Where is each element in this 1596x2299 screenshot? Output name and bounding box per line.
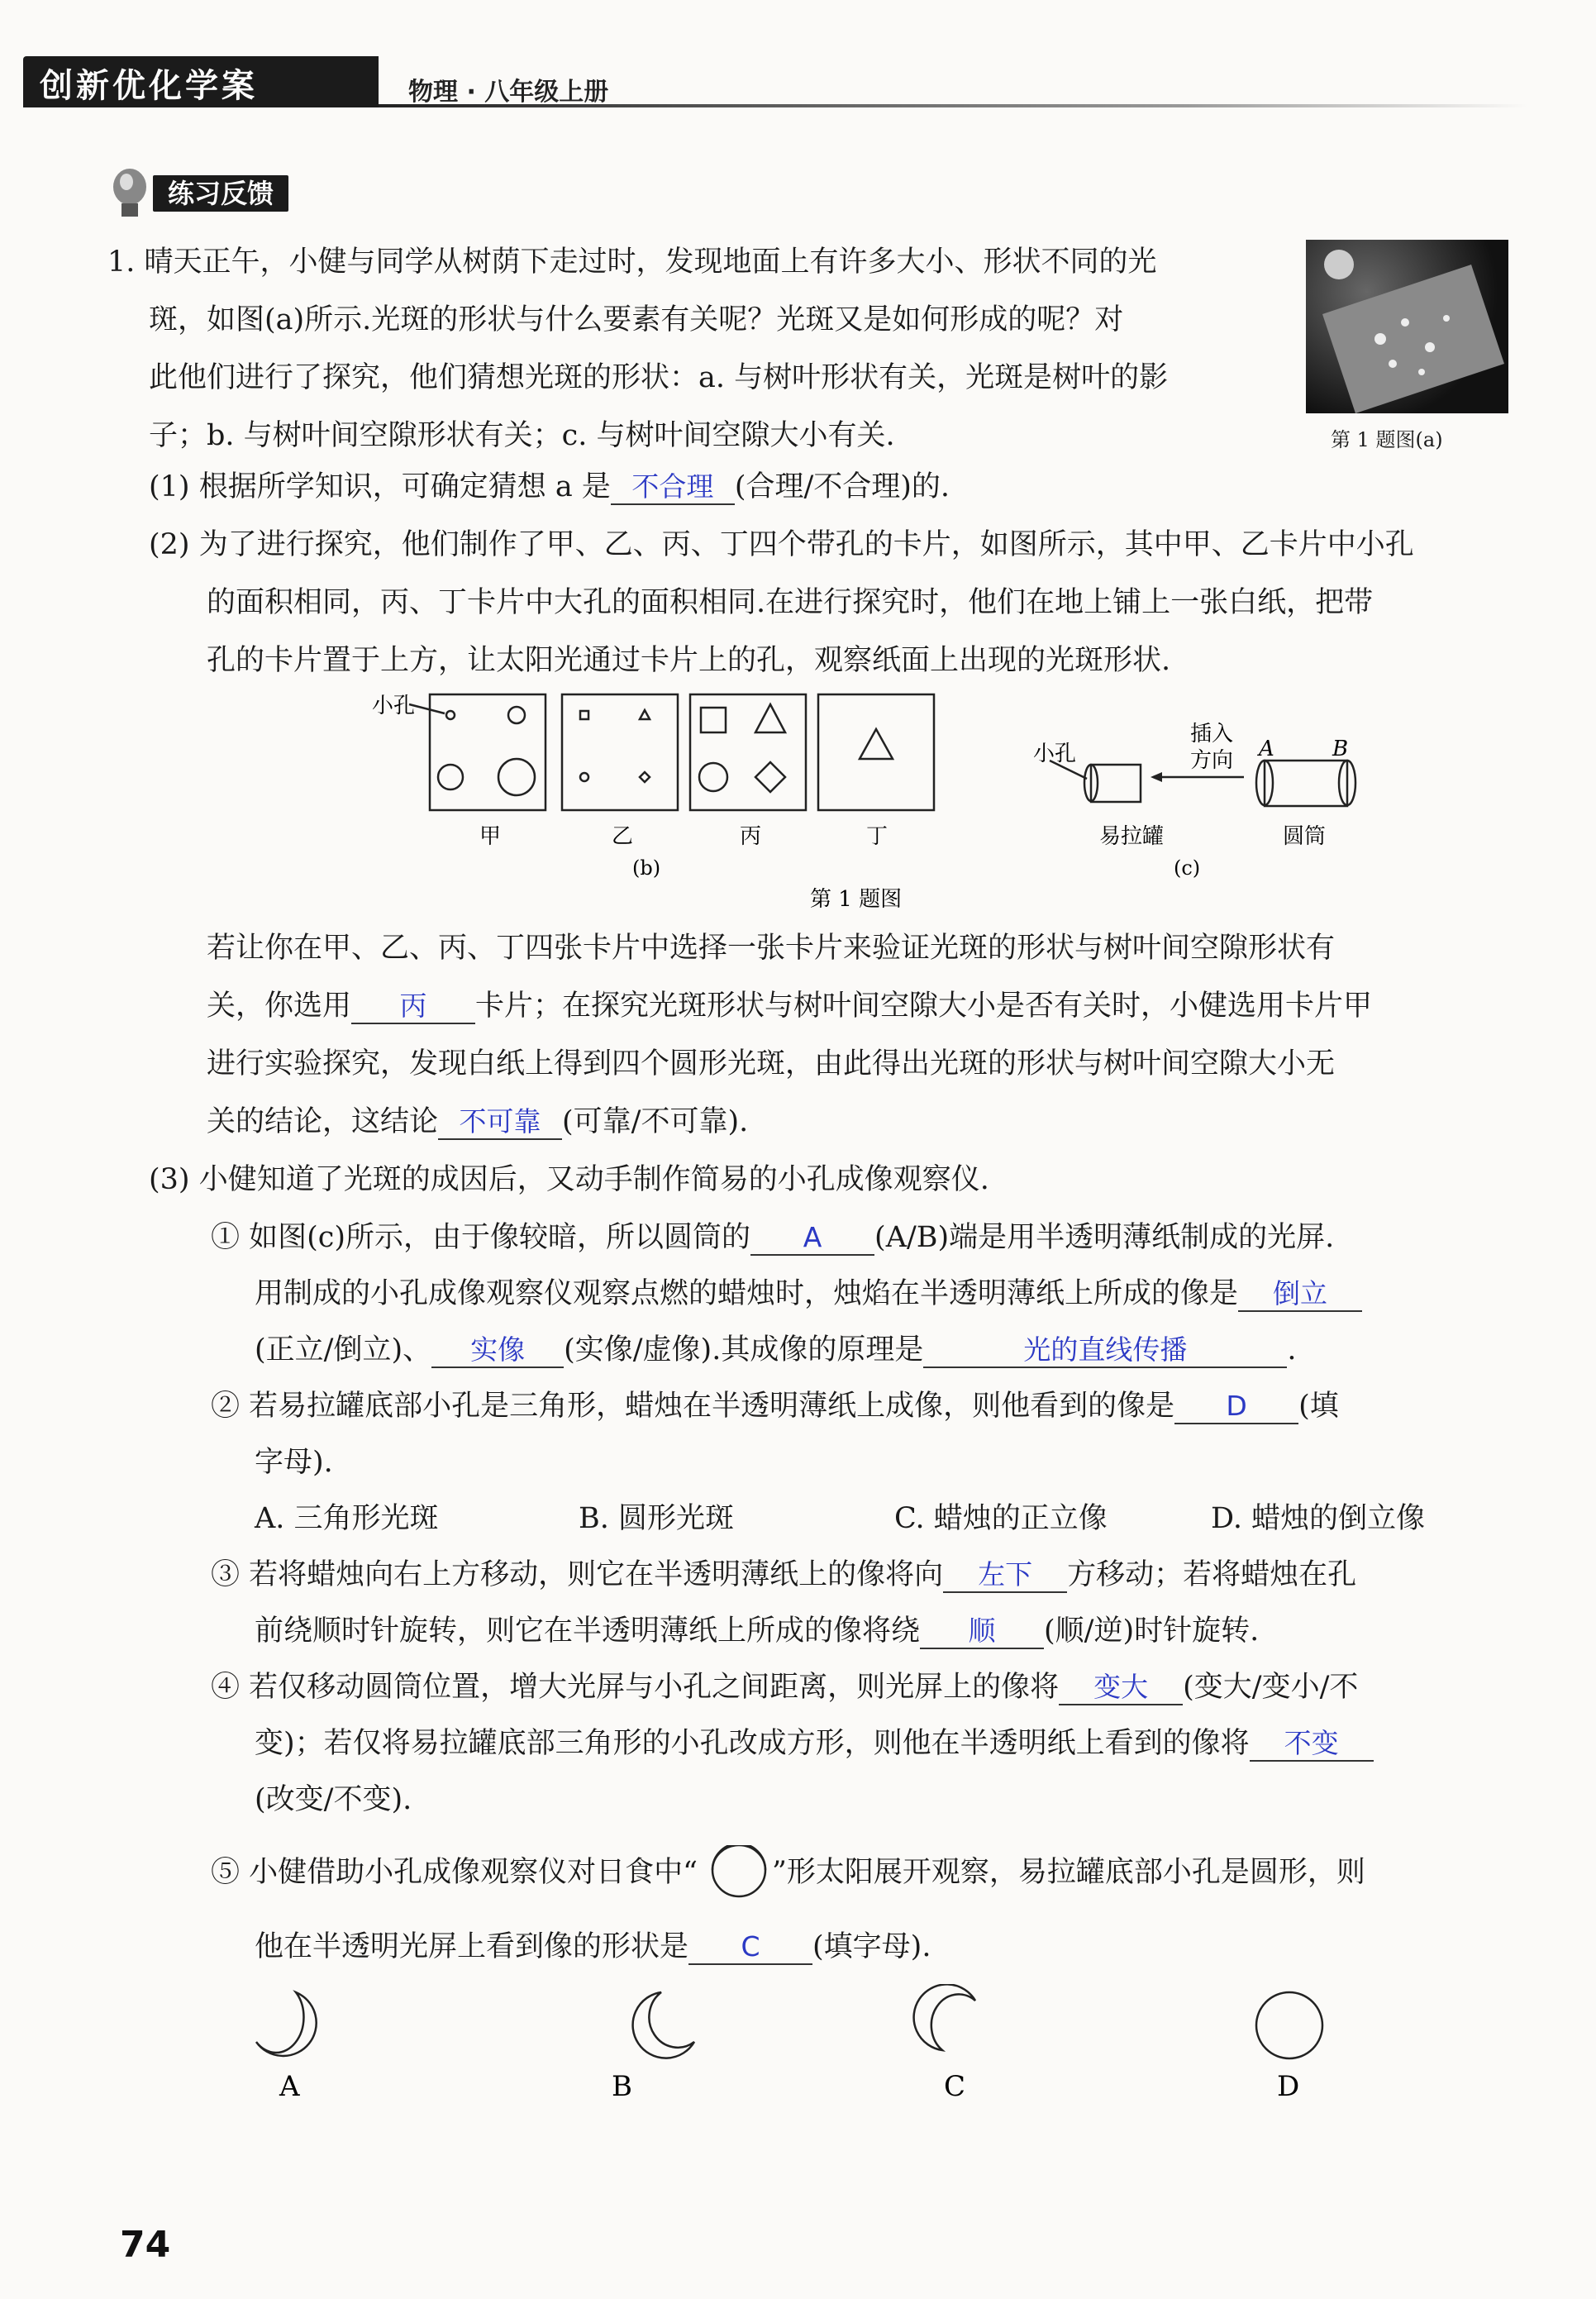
q1-sub4-3: (改变/不变). (255, 1783, 412, 1816)
option-d: D. 蜡烛的倒立像 (1211, 1502, 1426, 1535)
q1-part2b-1: 若让你在甲、乙、丙、丁四张卡片中选择一张卡片来验证光斑的形状与树叶间空隙形状有 (207, 932, 1336, 965)
answer-blank[interactable]: 丙 (351, 990, 475, 1024)
answer-blank[interactable]: 左下 (943, 1558, 1067, 1593)
insert-label-2: 方向 (1190, 748, 1234, 773)
answer-blank[interactable]: 不可靠 (438, 1105, 562, 1140)
header-brand: 创新优化学案 (40, 67, 258, 105)
q1-part2-3: 孔的卡片置于上方，让太阳光通过卡片上的孔，观察纸面上出现的光斑形状. (207, 644, 1171, 677)
q1-sub3-1: ③ 若将蜡烛向右上方移动，则它在半透明薄纸上的像将向 左下 方移动；若将蜡烛在孔 (211, 1558, 1357, 1591)
answer-blank[interactable]: C (688, 1930, 812, 1965)
q1-part1: (1) 根据所学知识，可确定猜想 a 是 不合理 (合理/不合理)的. (149, 470, 950, 503)
q1-sub2-2: 字母). (255, 1446, 333, 1479)
option-b: B. 圆形光斑 (579, 1502, 734, 1535)
card-yi: 乙 (612, 824, 634, 849)
end-b-label: B (1332, 737, 1349, 761)
q1-part2b-3: 进行实验探究，发现白纸上得到四个圆形光斑，由此得出光斑的形状与树叶间空隙大小无 (207, 1047, 1336, 1080)
figure-a-photo (1306, 240, 1508, 413)
section-label: 练习反馈 (153, 175, 288, 212)
q1-intro-3: 此他们进行了探究，他们猜想光斑的形状：a. 与树叶形状有关，光斑是树叶的影 (149, 361, 1169, 394)
answer-blank[interactable]: 实像 (431, 1333, 564, 1368)
header-subject: 物理 · 八年级上册 (408, 78, 609, 107)
q1-sub1-2: 用制成的小孔成像观察仪观察点燃的蜡烛时，烛焰在半透明薄纸上所成的像是 倒立 (255, 1265, 1362, 1323)
q1-intro-1: 1. 晴天正午，小健与同学从树荫下走过时，发现地面上有许多大小、形状不同的光 (107, 246, 1157, 279)
q1-sub2-1: ② 若易拉罐底部小孔是三角形，蜡烛在半透明薄纸上成像，则他看到的像是 D (填 (211, 1390, 1339, 1423)
q1-part2b-4: 关的结论，这结论 不可靠 (可靠/不可靠). (207, 1105, 749, 1138)
q1-sub5-1: ⑤ 小健借助小孔成像观察仪对日食中“ ”形太阳展开观察，易拉罐底部小孔是圆形，则 (211, 1843, 1365, 1903)
card-bing: 丙 (740, 824, 762, 849)
q1-sub1-3: (正立/倒立)、 实像 (实像/虚像).其成像的原理是 光的直线传播 . (255, 1333, 1297, 1367)
answer-blank[interactable]: 顺 (920, 1615, 1044, 1649)
q1-intro-2: 斑，如图(a)所示.光斑的形状与什么要素有关呢？光斑又是如何形成的呢？对 (149, 303, 1124, 336)
hole-label: 小孔 (372, 694, 416, 718)
answer-blank[interactable]: D (1174, 1390, 1298, 1424)
can-label: 易拉罐 (1099, 824, 1165, 849)
page-number: 74 (120, 2224, 171, 2266)
answer-blank[interactable]: 不变 (1250, 1727, 1374, 1762)
q1-part2-1: (2) 为了进行探究，他们制作了甲、乙、丙、丁四个带孔的卡片，如图所示，其中甲、乙卡片中小孔 (149, 528, 1414, 561)
q1-sub3-2: 前绕顺时针旋转，则它在半透明薄纸上所成的像将绕 顺 (顺/逆)时针旋转. (255, 1615, 1260, 1648)
answer-blank[interactable]: 不合理 (611, 470, 735, 505)
choice-b-label: B (612, 2070, 632, 2103)
q1-sub1-1: ① 如图(c)所示，由于像较暗，所以圆筒的 A (A/B)端是用半透明薄纸制成的光屏. (211, 1221, 1335, 1254)
q1-sub5-2: 他在半透明光屏上看到像的形状是 C (填字母). (255, 1930, 931, 1963)
end-a-label: A (1259, 737, 1274, 761)
answer-blank[interactable]: 变大 (1059, 1671, 1183, 1705)
choice-shapes (231, 1984, 1389, 2116)
option-c: C. 蜡烛的正立像 (894, 1502, 1108, 1535)
q1-sub4-2: 变)；若仅将易拉罐底部三角形的小孔改成方形，则他在半透明纸上看到的像将 不变 (255, 1715, 1374, 1772)
q1-sub4-1: ④ 若仅移动圆筒位置，增大光屏与小孔之间距离，则光屏上的像将 变大 (变大/变小/不 (211, 1671, 1359, 1704)
answer-blank[interactable]: 倒立 (1238, 1277, 1362, 1312)
figure-a-caption: 第 1 题图(a) (1331, 428, 1443, 451)
figure-caption: 第 1 题图 (810, 887, 903, 912)
choice-c-label: C (944, 2070, 966, 2103)
figure-b-label: (b) (632, 856, 661, 880)
lightbulb-icon (103, 164, 153, 223)
figure-bc (364, 686, 1397, 918)
q1-part3: (3) 小健知道了光斑的成因后，又动手制作简易的小孔成像观察仪. (149, 1163, 989, 1196)
card-ding: 丁 (866, 824, 889, 849)
c-hole-label: 小孔 (1033, 742, 1077, 766)
option-a: A. 三角形光斑 (255, 1502, 439, 1535)
q1-part2b-2: 关，你选用 丙 卡片；在探究光斑形状与树叶间空隙大小是否有关时，小健选用卡片甲 (207, 990, 1373, 1023)
tube-label: 圆筒 (1283, 824, 1327, 849)
eclipse-sun-icon (698, 1845, 772, 1903)
choice-a-label: A (279, 2070, 300, 2103)
figure-c-label: (c) (1174, 856, 1201, 880)
choice-d-label: D (1277, 2070, 1300, 2103)
card-jia: 甲 (479, 824, 502, 849)
insert-label-1: 插入 (1190, 722, 1234, 746)
q1-intro-4: 子；b. 与树叶间空隙形状有关；c. 与树叶间空隙大小有关. (149, 419, 895, 452)
q1-part2-2: 的面积相同，丙、丁卡片中大孔的面积相同.在进行探究时，他们在地上铺上一张白纸，把带 (207, 586, 1374, 619)
answer-blank[interactable]: 光的直线传播 (923, 1333, 1287, 1368)
answer-blank[interactable]: A (750, 1221, 874, 1256)
